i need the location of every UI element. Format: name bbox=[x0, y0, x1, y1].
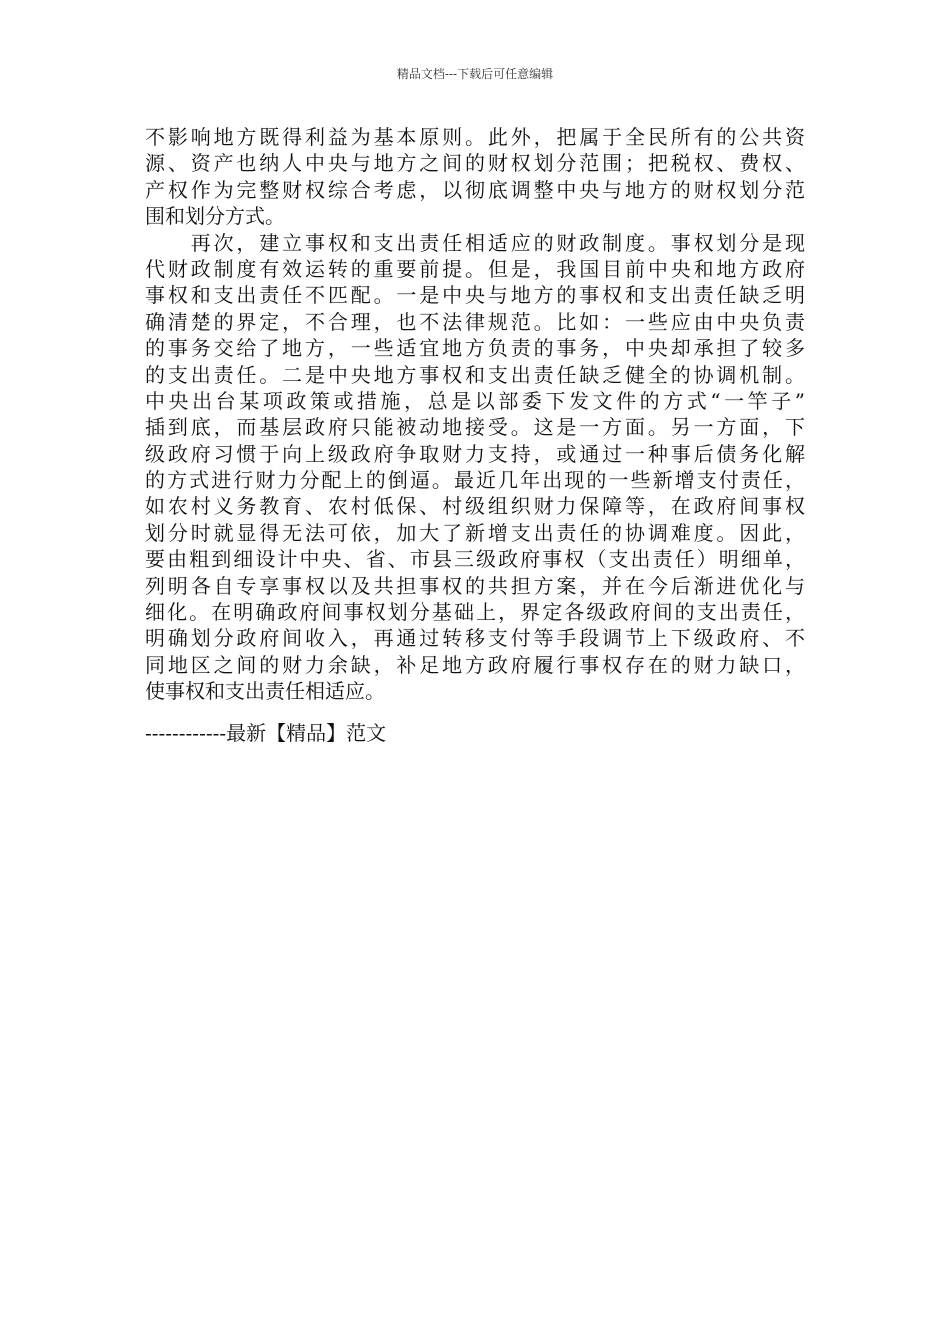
text-line: 再次，建立事权和支出责任相适应的财政制度。事权划分是现 bbox=[145, 230, 805, 255]
page-header: 精品文档---下载后可任意编辑 bbox=[396, 67, 554, 81]
text-line: 的方式进行财力分配上的倒逼。最近几年出现的一些新增支付责任， bbox=[145, 468, 805, 493]
text-line: 划分时就显得无法可依，加大了新增支出责任的协调难度。因此， bbox=[145, 520, 805, 545]
page-footer: ------------最新【精品】范文 bbox=[145, 721, 387, 745]
text-line: 中央出台某项政策或措施，总是以部委下发文件的方式“一竿子” bbox=[145, 388, 805, 413]
text-line: 使事权和支出责任相适应。 bbox=[145, 679, 385, 704]
paragraph bbox=[145, 230, 805, 705]
text-line: 要由粗到细设计中央、省、市县三级政府事权（支出责任）明细单， bbox=[145, 547, 805, 572]
text-line: 代财政制度有效运转的重要前提。但是，我国目前中央和地方政府 bbox=[145, 256, 805, 281]
text-line: 列明各自专享事权以及共担事权的共担方案，并在今后渐进优化与 bbox=[145, 573, 805, 598]
text-line: 源、资产也纳人中央与地方之间的财权划分范围；把税权、费权、 bbox=[145, 151, 805, 176]
text-line: 围和划分方式。 bbox=[145, 204, 285, 229]
text-line: 插到底，而基层政府只能被动地接受。这是一方面。另一方面，下 bbox=[145, 415, 805, 440]
text-line: 同地区之间的财力余缺，补足地方政府履行事权存在的财力缺口， bbox=[145, 652, 805, 677]
text-line: 级政府习惯于向上级政府争取财力支持，或通过一种事后债务化解 bbox=[145, 441, 805, 466]
paragraph bbox=[145, 124, 805, 230]
text-line: 的事务交给了地方，一些适宜地方负责的事务，中央却承担了较多 bbox=[145, 336, 805, 361]
text-line: 不影响地方既得利益为基本原则。此外，把属于全民所有的公共资 bbox=[145, 125, 805, 149]
document-body bbox=[145, 124, 805, 705]
text-line: 事权和支出责任不匹配。一是中央与地方的事权和支出责任缺乏明 bbox=[145, 283, 805, 308]
text-line: 细化。在明确政府间事权划分基础上，界定各级政府间的支出责任， bbox=[145, 600, 805, 625]
text-line: 明确划分政府间收入，再通过转移支付等手段调节上下级政府、不 bbox=[145, 626, 805, 651]
text-line: 确清楚的界定，不合理，也不法律规范。比如：一些应由中央负责 bbox=[145, 309, 805, 334]
text-line: 如农村义务教育、农村低保、村级组织财力保障等，在政府间事权 bbox=[145, 494, 805, 519]
text-line: 产权作为完整财权综合考虑，以彻底调整中央与地方的财权划分范 bbox=[145, 177, 805, 202]
text-line: 的支出责任。二是中央地方事权和支出责任缺乏健全的协调机制。 bbox=[145, 362, 805, 387]
